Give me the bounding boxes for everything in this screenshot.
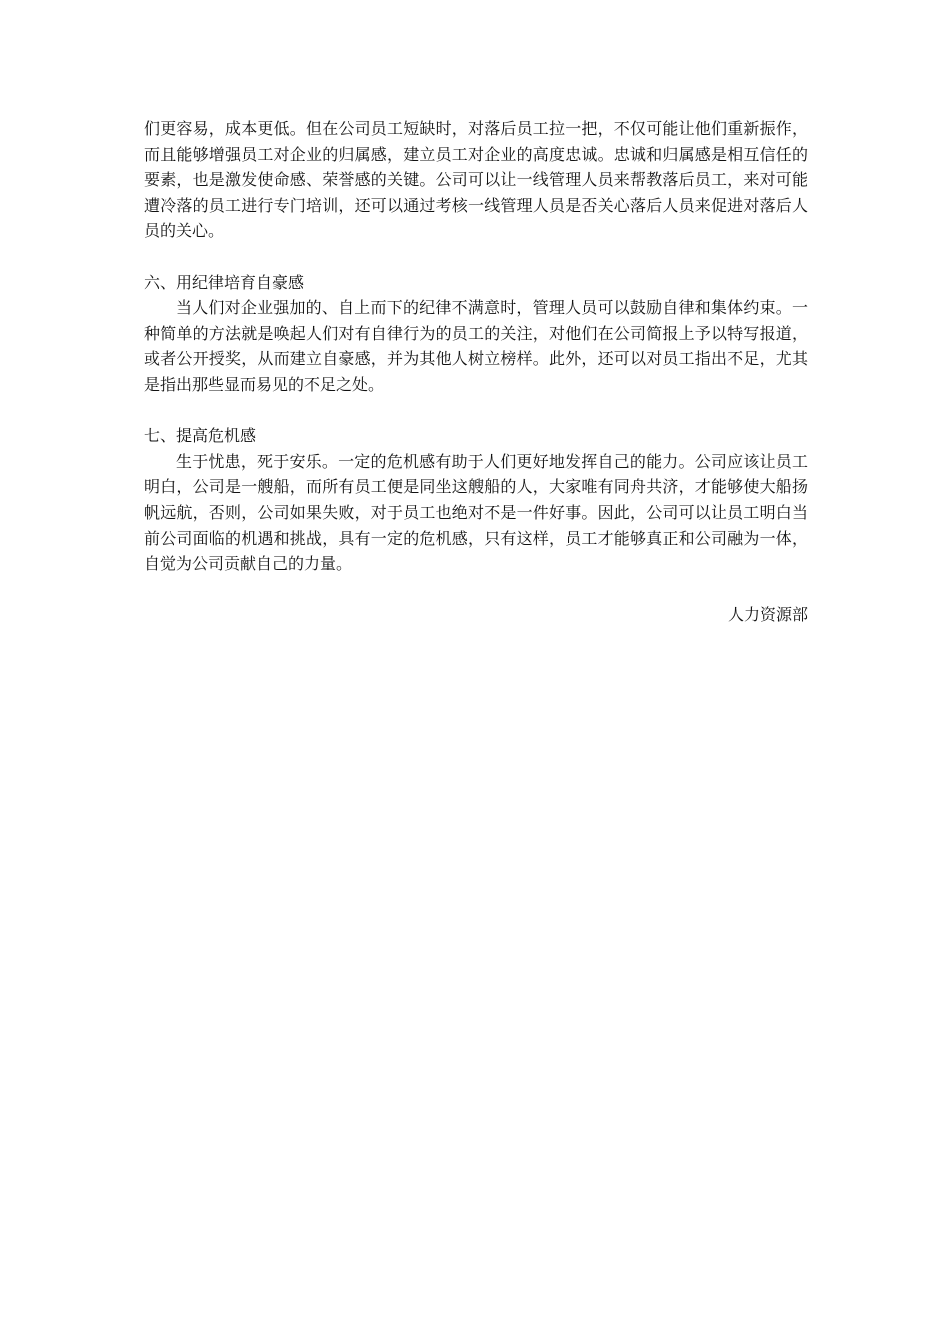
section-heading-six: 六、用纪律培育自豪感 [144,272,305,292]
section-six [144,270,808,398]
document-page [144,116,808,628]
section-seven [144,423,808,577]
section-body-seven: 生于忧患，死于安乐。一定的危机感有助于人们更好地发挥自己的能力。公司应该让员工明白，公司是一艘船，而所有员工便是同坐这艘船的人，大家唯有同舟共济，才能够使大船扬帆远航，否则，公司如果失败，对于员工也绝对不是一件好事。因此，公司可以让员工明白当前公司面临的机遇和挑战，具有一定的危机感，只有这样，员工才能够真正和公司融为一体，自觉为公司贡献自己的力量。 [144,451,808,574]
section-heading-seven: 七、提高危机感 [144,426,257,446]
department-signature: 人力资源部 [727,605,808,625]
section-body-six: 当人们对企业强加的、自上而下的纪律不满意时，管理人员可以鼓励自律和集体约束。一种简单的方法就是唤起人们对有自律行为的员工的关注，对他们在公司简报上予以特写报道，或者公开授奖，从而建立自豪感，并为其他人树立榜样。此外，还可以对员工指出不足，尤其是指出那些显而易见的不足之处。 [144,298,808,394]
intro-paragraph: 们更容易，成本更低。但在公司员工短缺时，对落后员工拉一把，不仅可能让他们重新振作，而且能够增强员工对企业的归属感，建立员工对企业的高度忠诚。忠诚和归属感是相互信任的要素，也是激发使命感、荣誉感的关键。公司可以让一线管理人员来帮教落后员工，来对可能遭冷落的员工进行专门培训，还可以通过考核一线管理人员是否关心落后人员来促进对落后人员的关心。 [144,119,808,241]
